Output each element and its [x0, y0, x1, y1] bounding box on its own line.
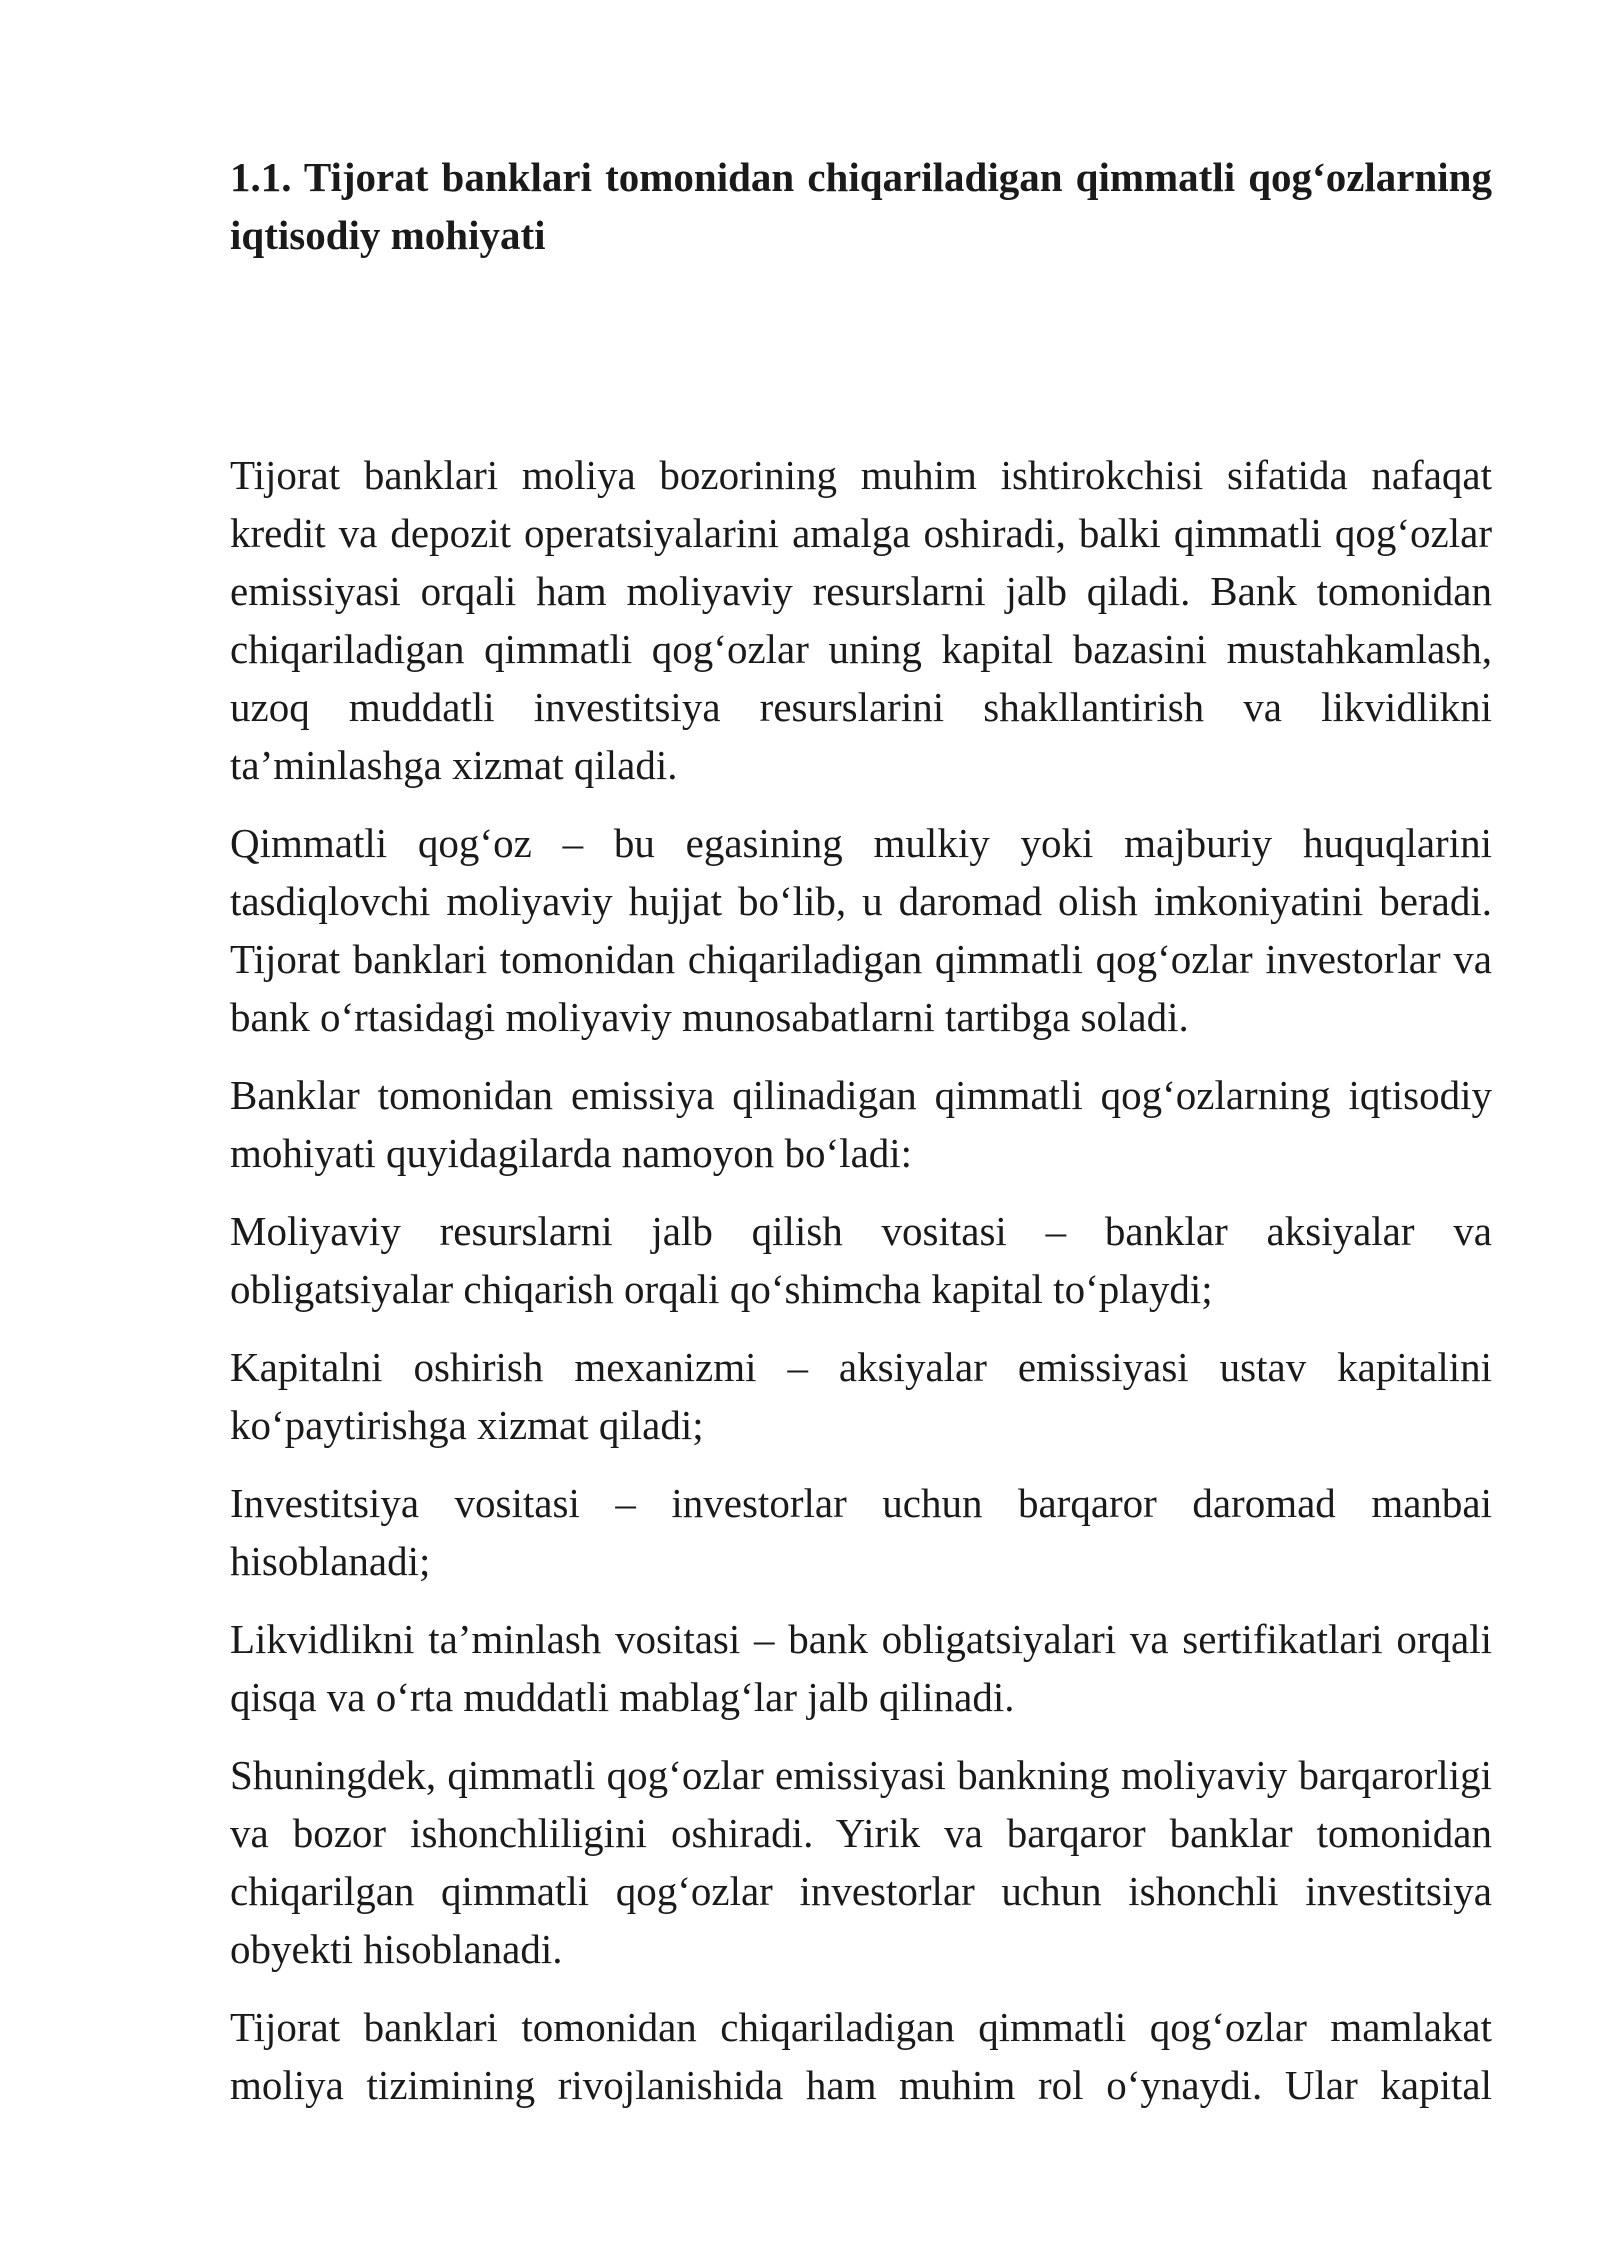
- list-item-paragraph: Moliyaviy resurslarni jalb qilish vositasi – banklar aksiyalar va obligatsiyalar chiqarish orqali qo‘shimcha kapital to‘playdi;: [230, 1208, 1492, 1312]
- section-heading: 1.1. Tijorat banklari tomonidan chiqariladigan qimmatli qog‘ozlarning iqtisodiy mohiyati: [230, 154, 1492, 258]
- paragraph: Shuningdek, qimmatli qog‘ozlar emissiyasi bankning moliyaviy barqarorligi va bozor ishonchliligini oshiradi. Yirik va barqaror banklar tomonidan chiqarilgan qimmatli qog‘ozlar investorlar uchun ishonchli investitsiya obyekti hisoblanadi.: [230, 1752, 1492, 1972]
- document-body: [230, 446, 1492, 2114]
- list-item-paragraph: Kapitalni oshirish mexanizmi – aksiyalar emissiyasi ustav kapitalini ko‘paytirishga xizmat qiladi;: [230, 1344, 1492, 1448]
- paragraph: Tijorat banklari tomonidan chiqariladigan qimmatli qog‘ozlar mamlakat moliya tizimining rivojlanishida ham muhim rol o‘ynaydi. Ular kapital: [230, 2004, 1492, 2108]
- list-item-paragraph: Likvidlikni ta’minlash vositasi – bank obligatsiyalari va sertifikatlari orqali qisqa va o‘rta muddatli mablag‘lar jalb qilinadi.: [230, 1616, 1492, 1720]
- document-page: [230, 148, 1492, 2134]
- paragraph: Qimmatli qog‘oz – bu egasining mulkiy yoki majburiy huquqlarini tasdiqlovchi moliyaviy hujjat bo‘lib, u daromad olish imkoniyatini beradi. Tijorat banklari tomonidan chiqariladigan qimmatli qog‘ozlar investorlar va bank o‘rtasidagi moliyaviy munosabatlarni tartibga soladi.: [230, 820, 1492, 1040]
- paragraph: Tijorat banklari moliya bozorining muhim ishtirokchisi sifatida nafaqat kredit va depozit operatsiyalarini amalga oshiradi, balki qimmatli qog‘ozlar emissiyasi orqali ham moliyaviy resurslarni jalb qiladi. Bank tomonidan chiqariladigan qimmatli qog‘ozlar uning kapital bazasini mustahkamlash, uzoq muddatli investitsiya resurslarini shakllantirish va likvidlikni ta’minlashga xizmat qiladi.: [230, 452, 1492, 788]
- list-item-paragraph: Investitsiya vositasi – investorlar uchun barqaror daromad manbai hisoblanadi;: [230, 1480, 1492, 1584]
- paragraph: Banklar tomonidan emissiya qilinadigan qimmatli qog‘ozlarning iqtisodiy mohiyati quyidagilarda namoyon bo‘ladi:: [230, 1072, 1492, 1176]
